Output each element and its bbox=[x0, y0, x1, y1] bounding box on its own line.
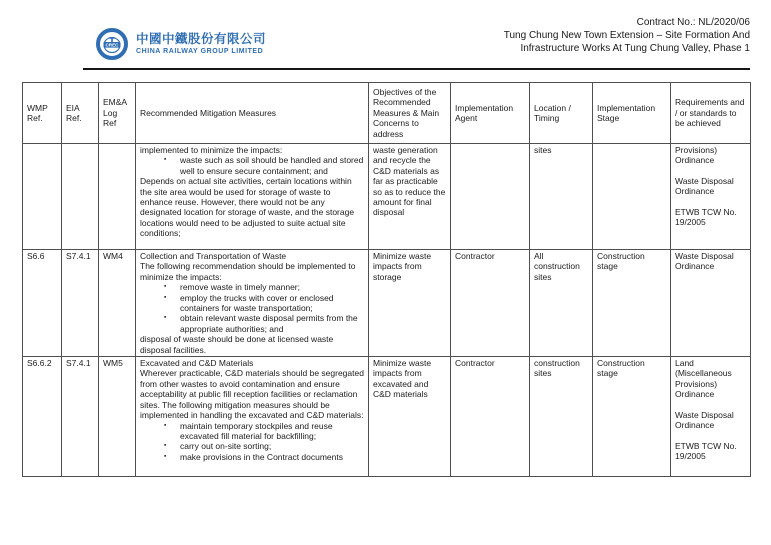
cell-eia-ref: S7.4.1 bbox=[62, 357, 99, 477]
requirement-paragraph: Provisions) Ordinance bbox=[675, 145, 718, 166]
measure-paragraph: The following recommendation should be implemented to minimize the impacts: bbox=[140, 261, 356, 282]
column-header-1: EIA Ref. bbox=[62, 83, 99, 144]
bullet-text: carry out on-site sorting; bbox=[180, 441, 272, 452]
cell-ema-log-ref: WM5 bbox=[99, 357, 136, 477]
logo-chinese-name: 中國中鐵股份有限公司 bbox=[136, 32, 267, 46]
cell-requirements bbox=[671, 144, 751, 250]
bullet-icon: ▪ bbox=[164, 283, 167, 291]
requirement-paragraph: Waste Disposal Ordinance bbox=[675, 409, 734, 431]
measure-paragraph: implemented to minimize the impacts: bbox=[140, 145, 283, 155]
cell-mitigation-measures bbox=[136, 357, 369, 477]
header-divider bbox=[83, 68, 750, 70]
column-header-4: Objectives of the Recommended Measures & Main Concerns to address bbox=[369, 83, 451, 144]
cell-requirements bbox=[671, 357, 751, 477]
measure-paragraph: disposal of waste should be done at licensed waste disposal facilities. bbox=[140, 334, 334, 355]
contract-header-block bbox=[504, 16, 750, 55]
bullet-text: remove waste in timely manner; bbox=[180, 282, 300, 293]
cell-stage bbox=[593, 144, 671, 250]
measure-paragraph: Depends on actual site activities, certain locations within the site area would be used for storage of waste to enhance reuse. However, there would not be any designated location for storage of waste, and the storage locations would need to be adjusted to suite actual site conditions; bbox=[140, 176, 355, 239]
bullet-text: employ the trucks with cover or enclosed containers for waste transportation; bbox=[180, 292, 334, 314]
cell-agent: Contractor bbox=[451, 357, 530, 477]
bullet-icon: ▪ bbox=[164, 293, 167, 301]
requirement-paragraph: ETWB TCW No. 19/2005 bbox=[675, 206, 737, 228]
measure-paragraph: Collection and Transportation of Waste bbox=[140, 251, 287, 261]
column-header-5: Implementation Agent bbox=[451, 83, 530, 144]
cell-location: construction sites bbox=[530, 357, 593, 477]
cell-objectives: Minimize waste impacts from excavated and C&D materials bbox=[369, 357, 451, 477]
cell-eia-ref bbox=[62, 144, 99, 250]
column-header-6: Location / Timing bbox=[530, 83, 593, 144]
cell-wmp-ref: S6.6 bbox=[23, 250, 62, 357]
table-row bbox=[23, 144, 751, 250]
column-header-2: EM&A Log Ref bbox=[99, 83, 136, 144]
crec-logo-icon bbox=[95, 27, 129, 61]
bullet-icon: ▪ bbox=[164, 156, 167, 164]
cell-requirements bbox=[671, 250, 751, 357]
cell-location: All construction sites bbox=[530, 250, 593, 357]
crec-monogram: CREC bbox=[105, 42, 119, 48]
cell-stage: Construction stage bbox=[593, 250, 671, 357]
cell-objectives: Minimize waste impacts from storage bbox=[369, 250, 451, 357]
cell-agent: Contractor bbox=[451, 250, 530, 357]
mitigation-measures-table bbox=[22, 82, 751, 477]
table-row bbox=[23, 250, 751, 357]
project-title-line2: Infrastructure Works At Tung Chung Valley, Phase 1 bbox=[520, 43, 750, 54]
cell-objectives: waste generation and recycle the C&D materials as far as practicable so as to reduce the amount for final disposal bbox=[369, 144, 451, 250]
bullet-item bbox=[164, 421, 364, 442]
bullet-item bbox=[164, 293, 364, 314]
cell-eia-ref: S7.4.1 bbox=[62, 250, 99, 357]
requirement-paragraph: Waste Disposal Ordinance bbox=[675, 175, 734, 197]
measure-paragraph: Wherever practicable, C&D materials should be segregated from other wastes to avoid contamination and ensure acceptability at public fill reception facilities or reclamation sites. The following mitigation measures should be implemented in handling the excavated and C&D materials: bbox=[140, 368, 364, 421]
table-header-row bbox=[23, 83, 751, 144]
measure-paragraph: Excavated and C&D Materials bbox=[140, 358, 254, 369]
logo-english-name: CHINA RAILWAY GROUP LIMITED bbox=[136, 48, 264, 55]
cell-stage: Construction stage bbox=[593, 357, 671, 477]
bullet-item bbox=[164, 155, 364, 176]
bullet-icon: ▪ bbox=[164, 442, 167, 450]
cell-agent bbox=[451, 144, 530, 250]
table-body bbox=[23, 144, 751, 477]
contract-number: Contract No.: NL/2020/06 bbox=[636, 17, 750, 28]
cell-wmp-ref bbox=[23, 144, 62, 250]
table-header bbox=[23, 83, 751, 144]
bullet-icon: ▪ bbox=[164, 452, 167, 460]
bullet-icon: ▪ bbox=[164, 314, 167, 322]
bullet-text: obtain relevant waste disposal permits from the appropriate authorities; and bbox=[180, 313, 358, 334]
requirement-paragraph: Waste Disposal Ordinance bbox=[675, 251, 734, 272]
bullet-item bbox=[164, 441, 364, 451]
project-title-line1: Tung Chung New Town Extension – Site Formation And bbox=[503, 30, 750, 41]
bullet-text: waste such as soil should be handled and stored well to ensure secure containment; and bbox=[180, 155, 364, 176]
bullet-text: make provisions in the Contract documents bbox=[180, 451, 343, 462]
requirement-paragraph: Land (Miscellaneous Provisions) Ordinance bbox=[675, 358, 732, 400]
column-header-7: Implementation Stage bbox=[593, 83, 671, 144]
cell-mitigation-measures bbox=[136, 144, 369, 250]
bullet-icon: ▪ bbox=[164, 421, 167, 429]
logo-text-block bbox=[136, 32, 266, 56]
column-header-8: Requirements and / or standards to be achieved bbox=[671, 83, 751, 144]
cell-ema-log-ref bbox=[99, 144, 136, 250]
cell-mitigation-measures bbox=[136, 250, 369, 357]
column-header-3: Recommended Mitigation Measures bbox=[136, 83, 369, 144]
cell-location: sites bbox=[530, 144, 593, 250]
bullet-item bbox=[164, 313, 364, 334]
bullet-item bbox=[164, 452, 364, 462]
column-header-0: WMP Ref. bbox=[23, 83, 62, 144]
bullet-text: maintain temporary stockpiles and reuse excavated fill material for backfilling; bbox=[180, 420, 333, 441]
cell-ema-log-ref: WM4 bbox=[99, 250, 136, 357]
requirement-paragraph: ETWB TCW No. 19/2005 bbox=[675, 440, 737, 461]
table-row bbox=[23, 357, 751, 477]
bullet-item bbox=[164, 282, 364, 292]
company-logo bbox=[95, 27, 266, 61]
cell-wmp-ref: S6.6.2 bbox=[23, 357, 62, 477]
